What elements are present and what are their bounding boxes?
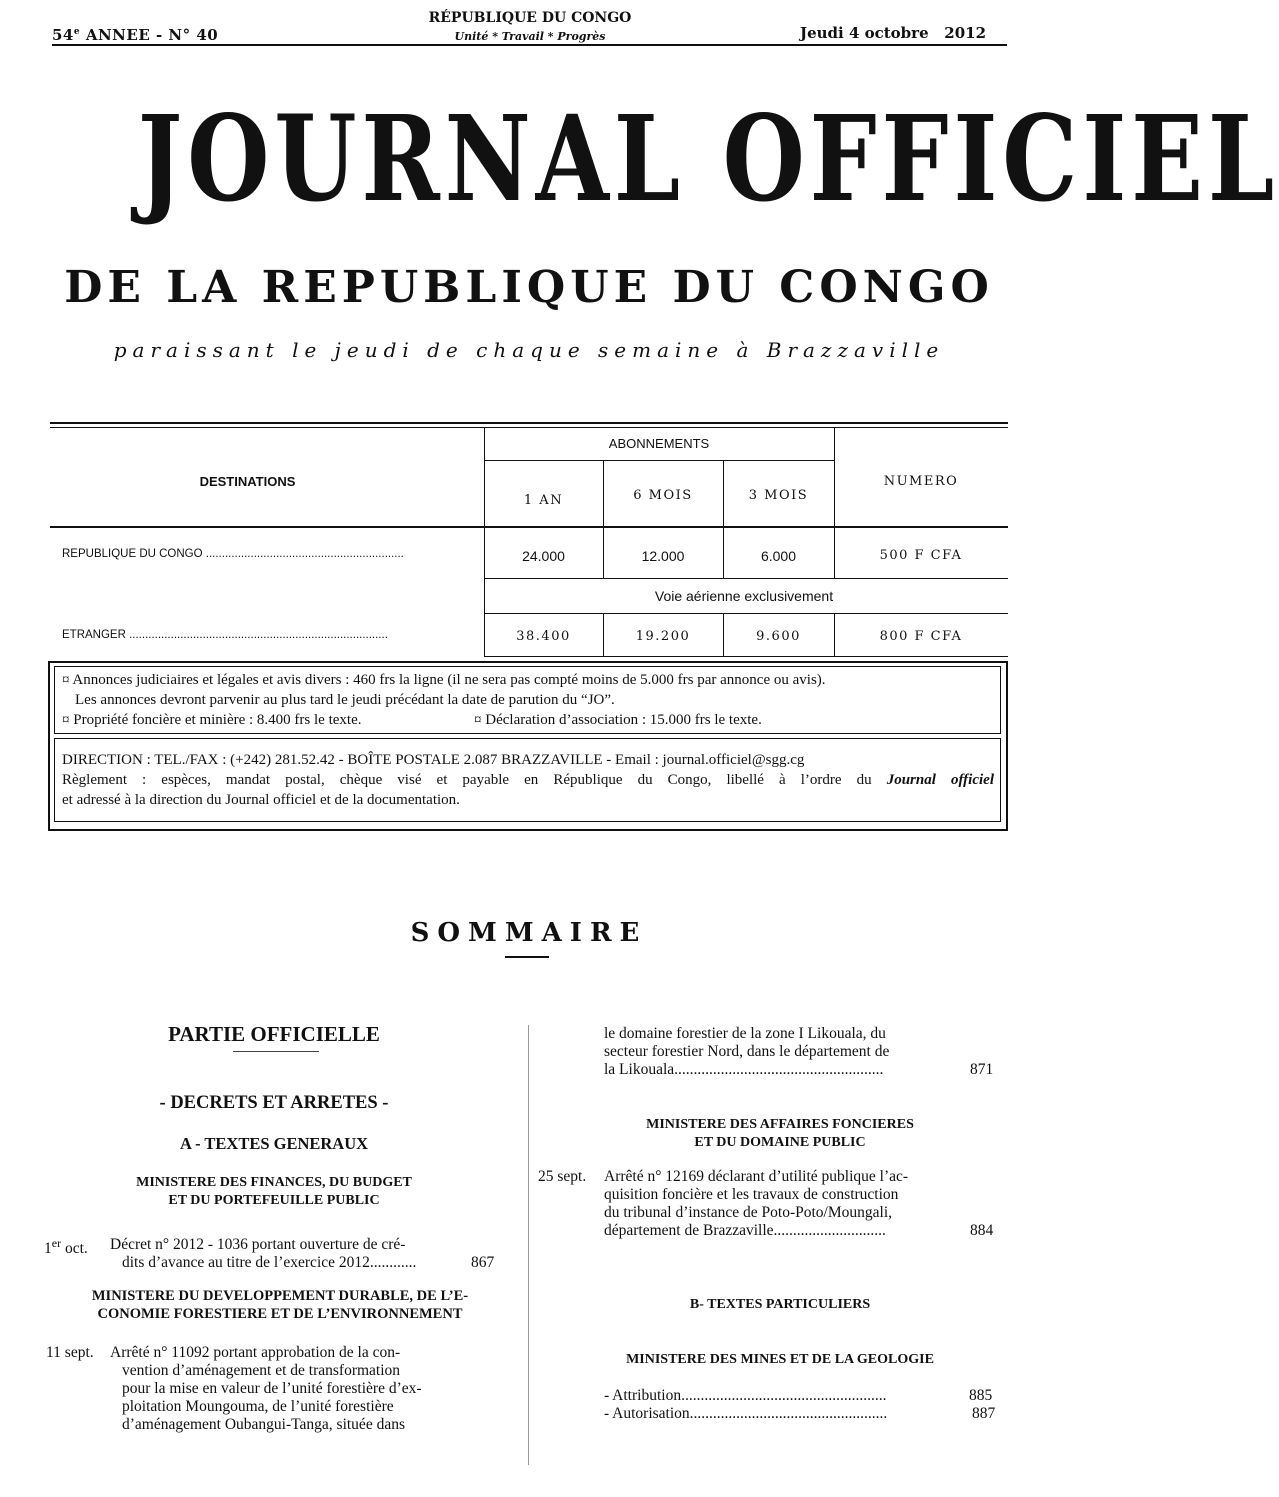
destinations-label: DESTINATIONS [199, 474, 296, 489]
entry-1-line-1[interactable]: Décret n° 2012 - 1036 portant ouverture de cré- [110, 1236, 406, 1253]
entry-2-cont-line[interactable]: secteur forestier Nord, dans le département de [604, 1043, 890, 1060]
row-etranger-label: ETRANGER ................................................................................. [62, 629, 388, 641]
row-congo-label: REPUBLIQUE DU CONGO .............................................................. [62, 548, 404, 560]
row-congo-3mois: 6.000 [760, 548, 797, 564]
entry-attribution[interactable]: - Attribution..................................................... [604, 1387, 887, 1404]
masthead-title: JOURNAL OFFICIEL [137, 89, 1279, 228]
row-rule-3 [484, 656, 1008, 657]
entry-3-line[interactable]: quisition foncière et les travaux de construction [604, 1186, 899, 1203]
row-congo-numero: 500 F CFA [879, 548, 963, 563]
ministry-dev-line-2: CONOMIE FORESTIERE ET DE L’ENVIRONNEMENT [97, 1306, 463, 1322]
notice-line-1: ¤ Annonces judiciaires et légales et avis divers : 460 frs la ligne (il ne sera pas compté moins de 5.000 frs par annonce ou avis). [62, 672, 826, 688]
sommaire-rule [505, 956, 549, 958]
direction-line-1: DIRECTION : TEL./FAX : (+242) 281.52.42 - BOÎTE POSTALE 2.087 BRAZZAVILLE - Email : journal.officiel@sgg.cg [62, 752, 805, 768]
masthead-subtitle: DE LA REPUBLIQUE DU CONGO [64, 262, 994, 313]
col-3mois: 3 MOIS [748, 488, 809, 503]
entry-3-line[interactable]: département de Brazzaville............................. [604, 1222, 886, 1239]
masthead-tagline: paraissant le jeudi de chaque semaine à Brazzaville [113, 338, 945, 362]
entry-2-line[interactable]: vention d’aménagement et de transformation [122, 1362, 401, 1379]
ministry-mines-heading: MINISTERE DES MINES ET DE LA GEOLOGIE [626, 1352, 934, 1367]
entry-2-cont-line[interactable]: le domaine forestier de la zone I Likouala, du [604, 1025, 886, 1042]
table-header-rule [50, 526, 1008, 528]
national-motto: Unité * Travail * Progrès [454, 30, 606, 43]
entry-3-line[interactable]: du tribunal d’instance de Poto-Poto/Moungali, [604, 1204, 893, 1221]
direction-line-2: Règlement : espèces, mandat postal, chèque visé et payable en République du Congo, libellé à l’ordre du Journal officiel [62, 772, 994, 788]
entry-3-page: 884 [970, 1222, 994, 1239]
air-note: Voie aérienne exclusivement [654, 588, 834, 604]
ministry-finances-line-1: MINISTERE DES FINANCES, DU BUDGET [136, 1175, 412, 1190]
decrets-heading: - DECRETS ET ARRETES - [159, 1093, 389, 1113]
row-congo-6mois: 12.000 [641, 548, 685, 564]
row-etranger-6mois: 19.200 [635, 629, 691, 644]
entry-2-cont-line[interactable]: la Likouala...................................................... [604, 1061, 884, 1078]
col-1an: 1 AN [523, 493, 564, 508]
entry-2-line[interactable]: d’aménagement Oubangui-Tanga, située dans [122, 1416, 405, 1433]
entry-1-page: 867 [471, 1254, 495, 1271]
col-6mois: 6 MOIS [633, 488, 693, 503]
textes-generaux-heading: A - TEXTES GENERAUX [179, 1134, 369, 1153]
textes-particuliers-heading: B- TEXTES PARTICULIERS [689, 1297, 871, 1312]
table-top-rule-thin [50, 427, 1008, 428]
ministry-affaires-line-2: ET DU DOMAINE PUBLIC [694, 1135, 866, 1150]
entry-attribution-page: 885 [969, 1387, 993, 1404]
abonnements-label: ABONNEMENTS [608, 436, 710, 451]
row-etranger-numero: 800 F CFA [879, 629, 963, 644]
entry-autorisation-page: 887 [972, 1405, 996, 1422]
entry-autorisation[interactable]: - Autorisation................................................... [604, 1405, 888, 1422]
notice-line-3b: ¤ Déclaration d’association : 15.000 frs le texte. [474, 712, 762, 728]
col-numero: NUMERO [883, 474, 959, 489]
entry-3-line[interactable]: Arrêté n° 12169 déclarant d’utilité publique l’ac- [604, 1168, 909, 1185]
partie-rule [233, 1051, 319, 1052]
republic-header: RÉPUBLIQUE DU CONGO [428, 10, 632, 26]
entry-2-line[interactable]: Arrêté n° 11092 portant approbation de la con- [110, 1344, 401, 1361]
direction-line-3: et adressé à la direction du Journal officiel et de la documentation. [62, 792, 460, 808]
col-divider-1 [484, 427, 485, 657]
column-divider [528, 1025, 529, 1465]
notice-line-3a: ¤ Propriété foncière et minière : 8.400 frs le texte. [62, 712, 362, 728]
issue-date: Jeudi 4 octobre 2012 [800, 24, 987, 42]
ministry-finances-line-2: ET DU PORTEFEUILLE PUBLIC [168, 1193, 380, 1208]
row-rule-1 [484, 578, 1008, 579]
entry-2-page: 871 [970, 1061, 994, 1078]
ministry-affaires-line-1: MINISTERE DES AFFAIRES FONCIERES [646, 1117, 914, 1132]
entry-2-date: 11 sept. [46, 1344, 94, 1361]
ministry-dev-line-1: MINISTERE DU DEVELOPPEMENT DURABLE, DE L’E- [91, 1288, 469, 1304]
sommaire-title: SOMMAIRE [410, 918, 648, 948]
row-etranger-3mois: 9.600 [756, 629, 801, 644]
row-rule-2 [484, 613, 1008, 614]
entry-3-date: 25 sept. [538, 1168, 587, 1185]
entry-1-date: 1er oct. [44, 1236, 88, 1258]
partie-officielle-heading: PARTIE OFFICIELLE [168, 1022, 380, 1046]
issue-number: 54e ANNEE - N° 40 [52, 26, 219, 44]
entry-2-line[interactable]: ploitation Moungouma, de l’unité forestière [122, 1398, 394, 1415]
entry-1-line-2[interactable]: dits d’avance au titre de l’exercice 2012............ [122, 1254, 417, 1271]
header-rule [52, 44, 1007, 46]
abonnements-rule [484, 460, 834, 461]
row-congo-1an: 24.000 [522, 548, 565, 564]
notice-line-2: Les annonces devront parvenir au plus tard le jeudi précédant la date de parution du “JO”. [75, 692, 615, 708]
table-top-rule [50, 422, 1008, 424]
row-etranger-1an: 38.400 [516, 629, 571, 644]
entry-2-line[interactable]: pour la mise en valeur de l’unité forestière d’ex- [122, 1380, 422, 1397]
